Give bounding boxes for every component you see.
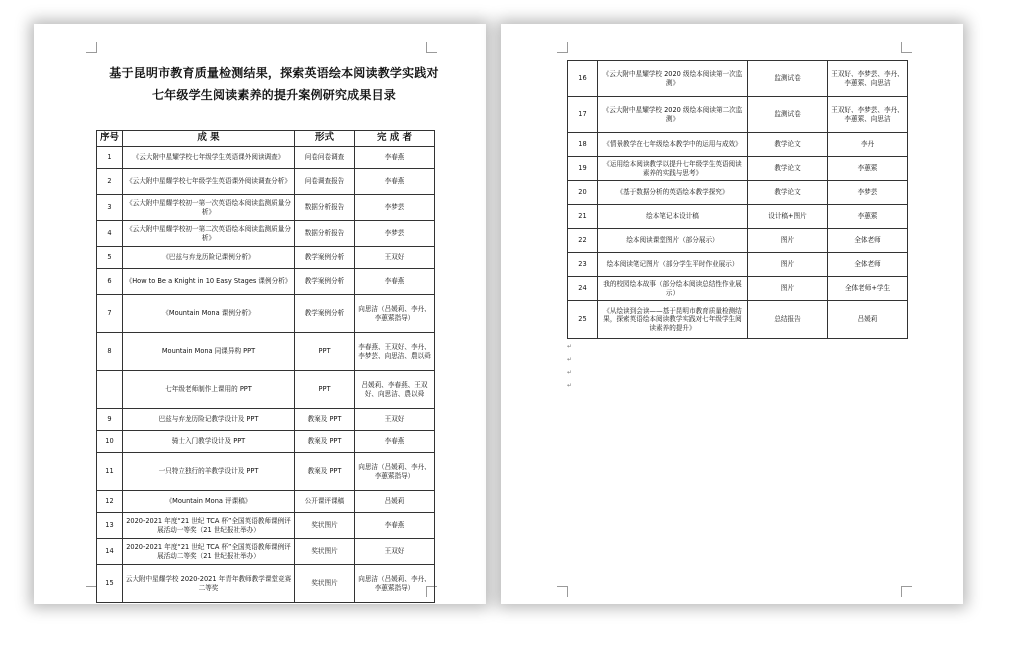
cell-author: 全体老师 [828, 229, 908, 253]
cell-form: 教学案例分析 [295, 269, 355, 295]
crop-mark [557, 586, 568, 597]
cell-author: 李春燕 [355, 513, 435, 539]
cell-author: 李蕙萦 [828, 205, 908, 229]
cell-form: 教案及 PPT [295, 431, 355, 453]
cell-author: 李丹 [828, 133, 908, 157]
cell-form: 总结报告 [748, 301, 828, 339]
cell-no: 14 [97, 539, 123, 565]
cell-author: 王双好、李梦芸、李丹、李蕙萦、向思洁 [828, 97, 908, 133]
document-title [96, 62, 452, 106]
cell-author: 吕媛莉 [828, 301, 908, 339]
table-row [97, 195, 435, 221]
cell-author: 李春燕 [355, 169, 435, 195]
cell-result: 《云大附中星耀学校 2020 级绘本阅读第二次监测》 [598, 97, 748, 133]
table-row [97, 565, 435, 603]
table-row [568, 157, 908, 181]
cell-result: 《How to Be a Knight in 10 Easy Stages 课例分析》 [123, 269, 295, 295]
cell-author: 全体老师 [828, 253, 908, 277]
cell-form: 教学论文 [748, 157, 828, 181]
cell-form: 教案及 PPT [295, 453, 355, 491]
cell-no: 3 [97, 195, 123, 221]
cell-result: 《云大附中星耀学校初一第二次英语绘本阅读监测质量分析》 [123, 221, 295, 247]
table-body-left [97, 147, 435, 603]
cell-no: 12 [97, 491, 123, 513]
cell-author: 向思洁（吕媛莉、李丹、李蕙萦指导） [355, 565, 435, 603]
title-line-2: 七年级学生阅读素养的提升案例研究成果目录 [151, 88, 396, 102]
table-header-row [97, 131, 435, 147]
cell-author: 王双好 [355, 409, 435, 431]
table-body-right [568, 61, 908, 339]
cell-author: 李梦芸 [355, 195, 435, 221]
cell-no: 13 [97, 513, 123, 539]
cell-author: 李春燕 [355, 147, 435, 169]
cell-author: 全体老师+学生 [828, 277, 908, 301]
cell-result: 巴兹与弃龙历险记教学设计及 PPT [123, 409, 295, 431]
cell-form: 教学论文 [748, 133, 828, 157]
cell-no: 20 [568, 181, 598, 205]
cell-result: 绘本阅读课堂图片（部分展示） [598, 229, 748, 253]
cell-no: 17 [568, 97, 598, 133]
results-table-left [96, 130, 435, 603]
cell-form: 监测试卷 [748, 97, 828, 133]
cell-result: 2020-2021 年度“21 世纪 TCA 杯”全国英语教师课例评展活动一等奖（21 世纪报社举办） [123, 513, 295, 539]
cell-form: 教案及 PPT [295, 409, 355, 431]
cell-form: 问卷调查报告 [295, 169, 355, 195]
cell-no: 16 [568, 61, 598, 97]
cell-form: 图片 [748, 253, 828, 277]
cell-form: 公开课评课稿 [295, 491, 355, 513]
paragraph-mark: ↵ [567, 343, 573, 350]
cell-author: 向思洁（吕媛莉、李丹、李蕙萦指导） [355, 295, 435, 333]
cell-result: 2020-2021 年度“21 世纪 TCA 杯”全国英语教师课例评展活动二等奖（21 世纪报社举办） [123, 539, 295, 565]
table-row [97, 295, 435, 333]
paragraph-mark: ↵ [567, 382, 573, 389]
cell-result: 《从绘读到会读——基于昆明市教育质量检测结果，探索英语绘本阅读教学实践对七年级学生阅读素养的提升》 [598, 301, 748, 339]
cell-form: 教学案例分析 [295, 295, 355, 333]
table-row [568, 181, 908, 205]
cell-author: 李梦芸 [828, 181, 908, 205]
table-row [97, 247, 435, 269]
cell-result: 绘本笔记本设计稿 [598, 205, 748, 229]
cell-result: Mountain Mona 同课异构 PPT [123, 333, 295, 371]
cell-author: 李梦芸 [355, 221, 435, 247]
document-page-left [34, 24, 486, 604]
table-row [97, 169, 435, 195]
cell-author: 李春燕 [355, 269, 435, 295]
crop-mark [901, 586, 912, 597]
cell-no: 24 [568, 277, 598, 301]
cell-author: 王双好、李梦芸、李丹、李蕙萦、向思洁 [828, 61, 908, 97]
cell-result: 《运用绘本阅读教学以提升七年级学生英语阅读素养的实践与思考》 [598, 157, 748, 181]
table-row [97, 221, 435, 247]
table-row [568, 229, 908, 253]
table-row [97, 513, 435, 539]
paragraph-mark: ↵ [567, 369, 573, 376]
cell-author: 李春燕、王双好、李丹、李梦芸、向思洁、農以舜 [355, 333, 435, 371]
document-page-right [501, 24, 963, 604]
cell-author: 吕媛莉、李春燕、王双好、向思洁、農以舜 [355, 371, 435, 409]
cell-no: 19 [568, 157, 598, 181]
crop-mark [426, 42, 437, 53]
cell-form: 数据分析报告 [295, 221, 355, 247]
cell-no: 8 [97, 333, 123, 371]
cell-form: 数据分析报告 [295, 195, 355, 221]
cell-form: 奖状图片 [295, 565, 355, 603]
cell-result: 骑士入门教学设计及 PPT [123, 431, 295, 453]
cell-result: 我的校园绘本故事（部分绘本阅读总结性作业展示） [598, 277, 748, 301]
cell-form: 监测试卷 [748, 61, 828, 97]
table-row [568, 61, 908, 97]
table-row [97, 269, 435, 295]
table-row [97, 431, 435, 453]
table-row [97, 409, 435, 431]
cell-no: 21 [568, 205, 598, 229]
cell-result: 《云大附中星耀学校初一第一次英语绘本阅读监测质量分析》 [123, 195, 295, 221]
crop-mark [557, 42, 568, 53]
cell-result: 《云大附中星耀学校 2020 级绘本阅读第一次监测》 [598, 61, 748, 97]
cell-no: 4 [97, 221, 123, 247]
results-table-right [567, 60, 908, 339]
title-line-1: 基于昆明市教育质量检测结果，探索英语绘本阅读教学实践对 [109, 66, 439, 80]
cell-form: 图片 [748, 229, 828, 253]
cell-result: 云大附中星耀学校 2020-2021 年青年教师教学课堂竞赛二等奖 [123, 565, 295, 603]
header-author: 完 成 者 [355, 131, 435, 147]
cell-form: PPT [295, 371, 355, 409]
cell-author: 王双好 [355, 539, 435, 565]
cell-no: 18 [568, 133, 598, 157]
cell-author: 李春燕 [355, 431, 435, 453]
header-result: 成 果 [123, 131, 295, 147]
cell-no: 2 [97, 169, 123, 195]
cell-result: 七年级老师制作上课用的 PPT [123, 371, 295, 409]
cell-no [97, 371, 123, 409]
header-no: 序号 [97, 131, 123, 147]
cell-result: 一只特立独行的羊教学设计及 PPT [123, 453, 295, 491]
table-row [568, 205, 908, 229]
cell-form: 问卷问卷调查 [295, 147, 355, 169]
cell-no: 22 [568, 229, 598, 253]
crop-mark [86, 42, 97, 53]
cell-no: 5 [97, 247, 123, 269]
cell-author: 王双好 [355, 247, 435, 269]
cell-result: 《基于数据分析的英语绘本教学探究》 [598, 181, 748, 205]
cell-no: 25 [568, 301, 598, 339]
cell-author: 向思洁（吕媛莉、李丹、李蕙萦指导） [355, 453, 435, 491]
table-row [97, 491, 435, 513]
cell-result: 《Mountain Mona 评课稿》 [123, 491, 295, 513]
table-row [97, 333, 435, 371]
cell-no: 10 [97, 431, 123, 453]
cell-no: 7 [97, 295, 123, 333]
table-row [568, 253, 908, 277]
table-row [568, 277, 908, 301]
cell-form: 奖状图片 [295, 513, 355, 539]
cell-no: 9 [97, 409, 123, 431]
table-row [568, 97, 908, 133]
table-row [97, 453, 435, 491]
cell-result: 绘本阅读笔记图片（部分学生平时作业展示） [598, 253, 748, 277]
cell-result: 《巴兹与弃龙历险记课例分析》 [123, 247, 295, 269]
paragraph-mark: ↵ [567, 356, 573, 363]
cell-result: 《云大附中星耀学校七年级学生英语课外阅读调查》 [123, 147, 295, 169]
table-row [97, 147, 435, 169]
cell-no: 6 [97, 269, 123, 295]
cell-no: 23 [568, 253, 598, 277]
cell-result: 《情景教学在七年级绘本教学中的运用与成效》 [598, 133, 748, 157]
cell-author: 吕媛莉 [355, 491, 435, 513]
cell-form: 奖状图片 [295, 539, 355, 565]
header-form: 形式 [295, 131, 355, 147]
cell-result: 《云大附中星耀学校七年级学生英语课外阅读调查分析》 [123, 169, 295, 195]
cell-form: 图片 [748, 277, 828, 301]
table-row [568, 133, 908, 157]
table-row [97, 539, 435, 565]
cell-no: 15 [97, 565, 123, 603]
cell-result: 《Mountain Mona 课例分析》 [123, 295, 295, 333]
table-row [568, 301, 908, 339]
cell-form: 教学论文 [748, 181, 828, 205]
crop-mark [901, 42, 912, 53]
cell-form: 设计稿+图片 [748, 205, 828, 229]
cell-form: PPT [295, 333, 355, 371]
cell-author: 李蕙萦 [828, 157, 908, 181]
cell-form: 教学案例分析 [295, 247, 355, 269]
table-row [97, 371, 435, 409]
cell-no: 1 [97, 147, 123, 169]
cell-no: 11 [97, 453, 123, 491]
